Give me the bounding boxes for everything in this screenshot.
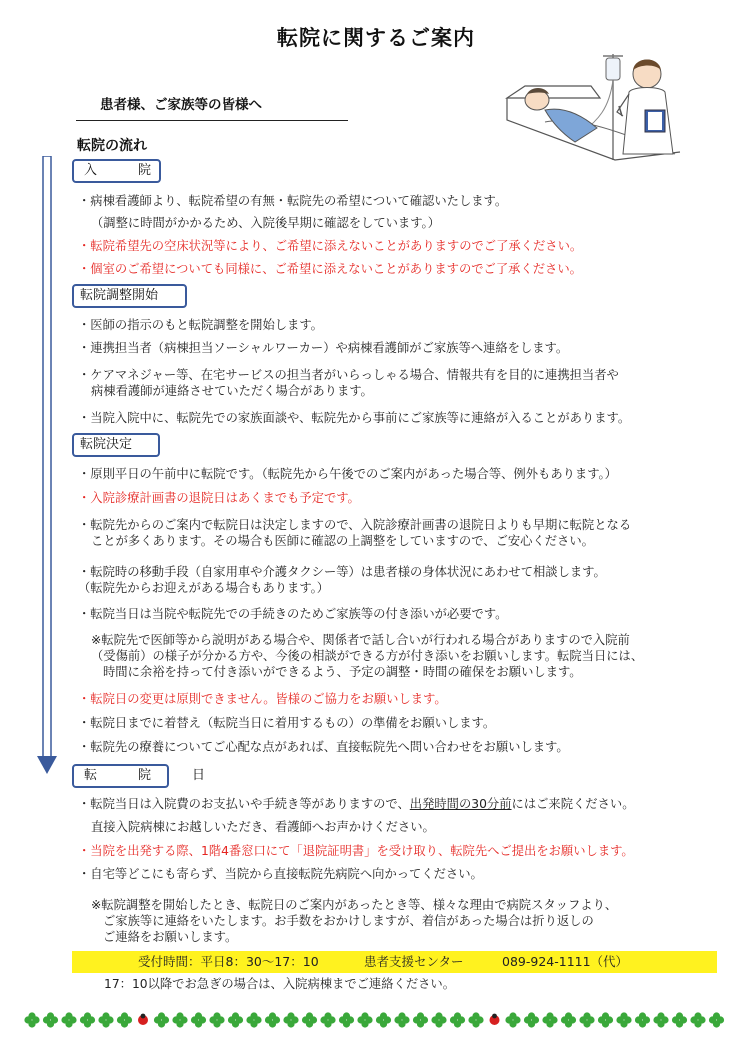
decision-line-9: （受傷前）の様子が分かる方や、今後の相談ができる方が付き添いをお願いします。転院当日には、: [91, 649, 644, 663]
decision-line-1: ・原則平日の午前中に転院です。（転院先から午後でのご案内があった場合等、例外もあります。）: [78, 467, 617, 481]
clover-icon: [246, 1012, 261, 1027]
clover-icon: [357, 1012, 372, 1027]
greeting: 患者様、ご家族等の皆様へ: [100, 97, 262, 113]
clover-icon: [690, 1012, 705, 1027]
after-hours-note: 17：10以降でお急ぎの場合は、入院病棟までご連絡ください。: [104, 977, 456, 991]
decision-line-5: ・転院時の移動手段（自家用車や介護タクシー等）は患者様の身体状況にあわせて相談します。: [78, 565, 606, 579]
clover-icon: [450, 1012, 465, 1027]
clover-icon: [376, 1012, 391, 1027]
clover-icon: [579, 1012, 594, 1027]
clover-icon: [561, 1012, 576, 1027]
stage-adjust: 転院調整開始: [72, 284, 187, 308]
page-title: 転院に関するご案内: [277, 26, 475, 50]
clover-icon: [61, 1012, 76, 1027]
day-line-7: ご連絡をお願いします。: [103, 930, 238, 944]
clover-icon: [43, 1012, 58, 1027]
flow-arrow-icon: [36, 156, 60, 778]
decision-line-10: 時間に余裕を持って付き添いができるよう、予定の調整・時間の確保をお願いします。: [103, 665, 582, 679]
clover-icon: [302, 1012, 317, 1027]
admission-line-3: ・転院希望先の空床状況等により、ご希望に添えないことがありますのでご了承ください。: [78, 239, 583, 253]
clover-icon: [616, 1012, 631, 1027]
day-line-6: ご家族等に連絡をいたします。お手数をおかけしますが、着信があった場合は折り返しの: [103, 914, 594, 928]
clover-icon: [709, 1012, 724, 1027]
stage-admission: 入 院: [72, 159, 161, 183]
reception-hours: 受付時間：平日8：30〜17：10: [138, 954, 319, 969]
departure-time-note: 出発時間の30分前: [409, 797, 512, 811]
flow-title: 転院の流れ: [77, 138, 147, 154]
clover-icon: [653, 1012, 668, 1027]
clover-icon: [339, 1012, 354, 1027]
adjust-line-4: 病棟看護師が連絡させていただく場合があります。: [91, 384, 373, 398]
admission-line-1: ・病棟看護師より、転院希望の有無・転院先の希望について確認いたします。: [78, 194, 508, 208]
clover-icon: [138, 1014, 148, 1025]
clover-border-decoration: [24, 1008, 728, 1032]
decision-line-3: ・転院先からのご案内で転院日は決定しますので、入院診療計画書の退院日よりも早期に転院となる: [78, 518, 632, 532]
clover-icon: [542, 1012, 557, 1027]
clover-icon: [172, 1012, 187, 1027]
admission-line-4: ・個室のご希望についても同様に、ご希望に添えないことがありますのでご了承ください。: [78, 262, 582, 276]
clover-icon: [394, 1012, 409, 1027]
adjust-line-1: ・医師の指示のもと転院調整を開始します。: [78, 318, 323, 332]
day-line-5: ※転院調整を開始したとき、転院日のご案内があったとき等、様々な理由で病院スタッフより、: [91, 898, 618, 912]
clover-icon: [228, 1012, 243, 1027]
clover-icon: [635, 1012, 650, 1027]
clover-icon: [283, 1012, 298, 1027]
stage-day: 転 院 日: [72, 764, 169, 788]
clover-icon: [431, 1012, 446, 1027]
day-line-1: [78, 796, 635, 812]
clover-icon: [265, 1012, 280, 1027]
adjust-line-3: ・ケアマネジャー等、在宅サービスの担当者がいらっしゃる場合、情報共有を目的に連携担当者や: [78, 368, 619, 382]
decision-line-8: ※転院先で医師等から説明がある場合や、関係者で話し合いが行われる場合がありますので入院前: [91, 633, 630, 647]
decision-line-2: ・入院診療計画書の退院日はあくまでも予定です。: [78, 491, 360, 505]
clover-icon: [413, 1012, 428, 1027]
admission-line-2: （調整に時間がかかるため、入院後早期に確認をしています。）: [91, 216, 440, 230]
clover-icon: [505, 1012, 520, 1027]
decision-line-4: ことが多くあります。その場合も医師に確認の上調整をしていますので、ご安心ください。: [91, 534, 594, 548]
clover-icon: [320, 1012, 335, 1027]
day-line-3: ・当院を出発する際、1階4番窓口にて「退院証明書」を受け取り、転院先へご提出をお願いします。: [78, 844, 634, 858]
contact-info-bar: [72, 951, 717, 973]
center-name: 患者支援センター: [364, 954, 464, 969]
clover-icon: [117, 1012, 132, 1027]
clover-icon: [490, 1014, 500, 1025]
clover-icon: [468, 1012, 483, 1027]
decision-line-13: ・転院先の療養についてご心配な点があれば、直接転院先へ問い合わせをお願いします。: [78, 740, 569, 754]
day-line-1-tail: にはご来院ください。: [511, 797, 635, 811]
clover-icon: [80, 1012, 95, 1027]
divider: [76, 120, 348, 121]
stage-decision: 転院決定: [72, 433, 160, 457]
decision-line-7: ・転院当日は当院や転院先での手続きのためご家族等の付き添いが必要です。: [78, 607, 508, 621]
clover-icon: [191, 1012, 206, 1027]
clover-icon: [209, 1012, 224, 1027]
day-line-4: ・自宅等どこにも寄らず、当院から直接転院先病院へ向かってください。: [78, 867, 483, 881]
adjust-line-2: ・連携担当者（病棟担当ソーシャルワーカー）や病棟看護師がご家族等へ連絡をします。: [78, 341, 569, 355]
clover-icon: [598, 1012, 613, 1027]
day-line-2: 直接入院病棟にお越しいただき、看護師へお声かけください。: [91, 820, 435, 834]
clover-icon: [524, 1012, 539, 1027]
nurse-patient-illustration: [505, 50, 700, 172]
clover-icon: [672, 1012, 687, 1027]
decision-line-12: ・転院日までに着替え（転院当日に着用するもの）の準備をお願いします。: [78, 716, 496, 730]
phone-number: 089-924-1111（代）: [502, 954, 629, 969]
clover-icon: [154, 1012, 169, 1027]
day-line-1-text: ・転院当日は入院費のお支払いや手続き等がありますので、: [78, 797, 410, 811]
clover-icon: [98, 1012, 113, 1027]
adjust-line-5: ・当院入院中に、転院先での家族面談や、転院先から事前にご家族等に連絡が入ることがあります。: [78, 411, 631, 425]
clover-icon: [24, 1012, 39, 1027]
decision-line-11: ・転院日の変更は原則できません。皆様のご協力をお願いします。: [78, 692, 447, 706]
decision-line-6: （転院先からお迎えがある場合もあります。）: [78, 581, 330, 595]
